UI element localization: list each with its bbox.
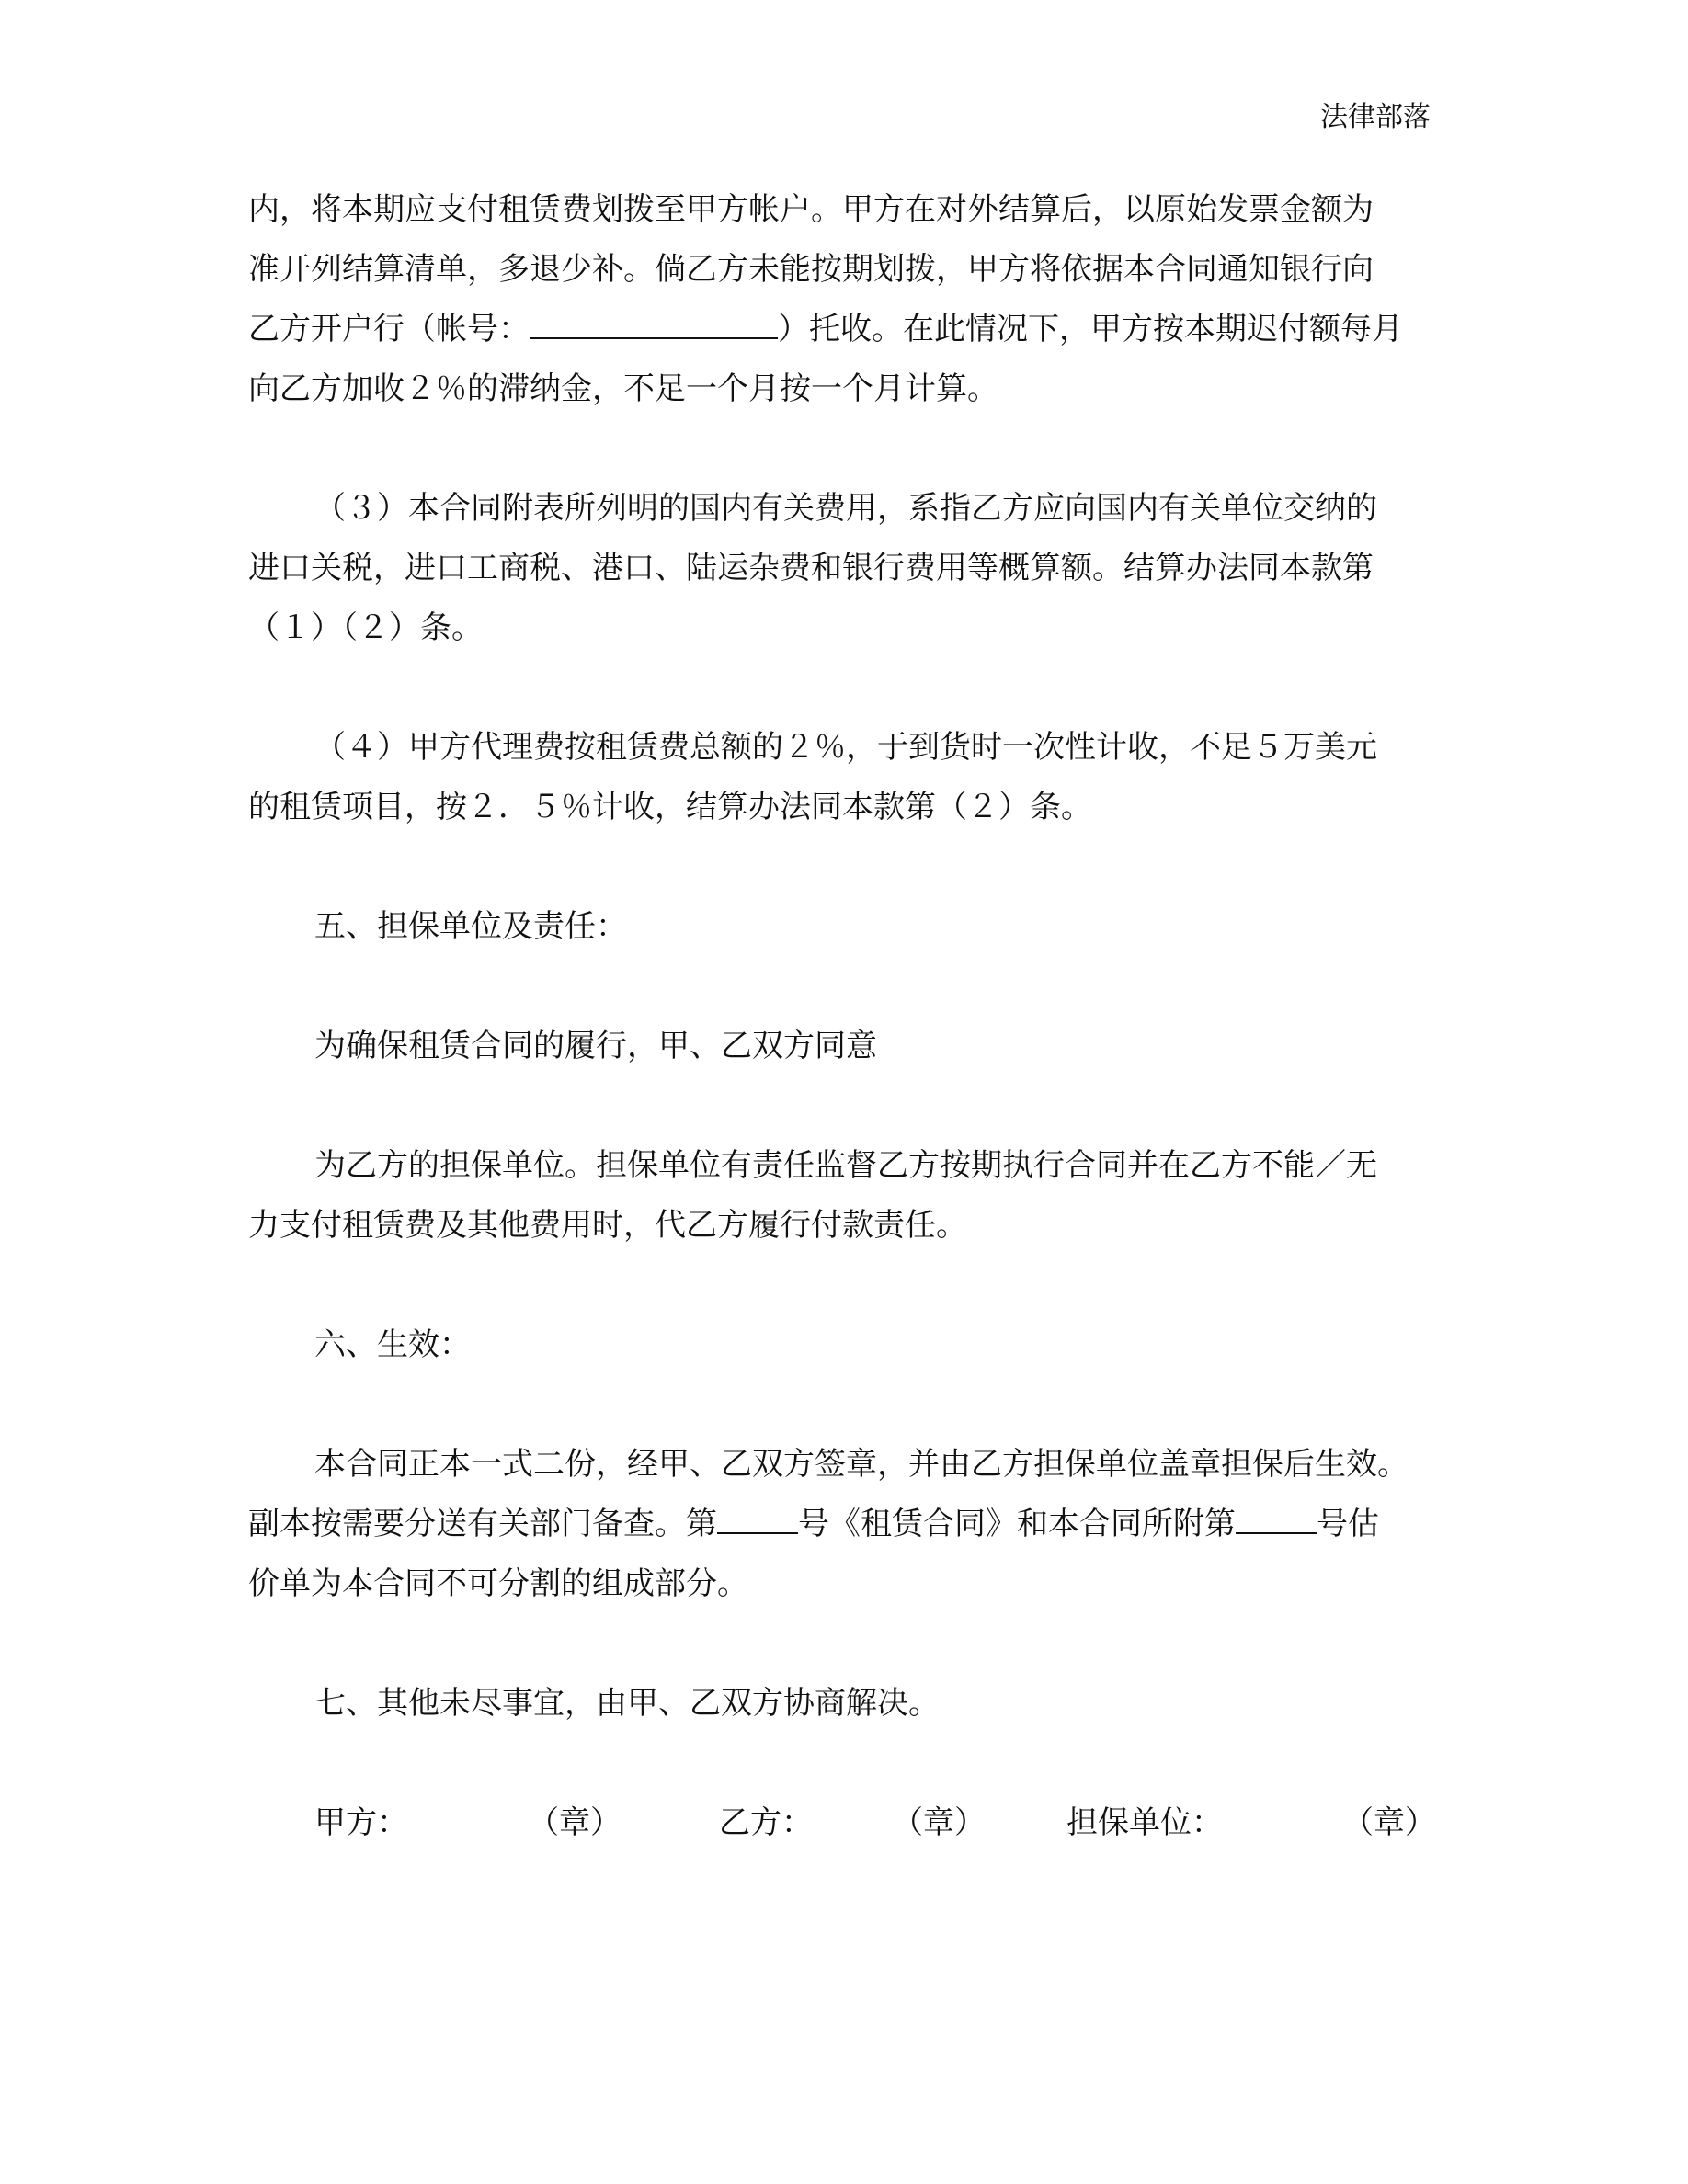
- text-line: （３）本合同附表所列明的国内有关费用，系指乙方应向国内有关单位交纳的: [314, 490, 1377, 527]
- text-line: 本合同正本一式二份，经甲、乙双方签章，并由乙方担保单位盖章担保后生效。: [314, 1446, 1409, 1483]
- text-line: 为乙方的担保单位。担保单位有责任监督乙方按期执行合同并在乙方不能／无: [314, 1147, 1377, 1184]
- section-6-text: [248, 1435, 1434, 1614]
- account-number-blank: [530, 310, 778, 339]
- party-b-seal: （章）: [892, 1804, 986, 1841]
- text-segment: 号《租赁合同》和本合同所附第: [798, 1506, 1236, 1542]
- text-segment: 副本按需要分送有关部门备查。第: [248, 1506, 717, 1542]
- text-line: 进口关税，进口工商税、港口、陆运杂费和银行费用等概算额。结算办法同本款第: [248, 550, 1374, 586]
- header-brand: 法律部落: [1320, 101, 1431, 133]
- text-line: 向乙方加收２％的滞纳金，不足一个月按一个月计算。: [248, 370, 998, 407]
- text-line: [248, 1495, 1434, 1554]
- section-6-heading: [248, 1315, 1434, 1375]
- party-a-label: 甲方：: [314, 1804, 408, 1841]
- text-segment: ）托收。在此情况下，甲方按本期迟付额每月: [778, 311, 1403, 347]
- text-line: 力支付租赁费及其他费用时，代乙方履行付款责任。: [248, 1207, 967, 1244]
- clause-4: [248, 718, 1434, 837]
- signature-row: [248, 1793, 1434, 1853]
- section-5-text-1: [248, 1017, 1434, 1076]
- section-5-text-2: [248, 1136, 1434, 1256]
- section-7: [248, 1674, 1434, 1734]
- section-5-heading: [248, 897, 1434, 957]
- text-line: 为确保租赁合同的履行，甲、乙双方同意: [314, 1028, 877, 1064]
- payment-clause-continuation: [248, 180, 1434, 419]
- text-line: [248, 300, 1434, 359]
- clause-3: [248, 479, 1434, 658]
- party-b-label: 乙方：: [719, 1804, 813, 1841]
- text-line: 准开列结算清单，多退少补。倘乙方未能按期划拨，甲方将依据本合同通知银行向: [248, 251, 1374, 288]
- guarantor-label: 担保单位：: [1066, 1804, 1223, 1841]
- text-line: （４）甲方代理费按租赁费总额的２％，于到货时一次性计收，不足５万美元: [314, 729, 1377, 766]
- text-segment: 乙方开户行（帐号：: [248, 311, 530, 347]
- contract-number-blank: [717, 1505, 798, 1534]
- section-heading: 六、生效：: [314, 1326, 471, 1363]
- guarantor-seal: （章）: [1342, 1804, 1436, 1841]
- text-segment: 号估: [1317, 1506, 1379, 1542]
- document-body: [248, 180, 1434, 1853]
- text-line: 价单为本合同不可分割的组成部分。: [248, 1565, 748, 1602]
- text-line: 的租赁项目，按２．５％计收，结算办法同本款第（２）条。: [248, 789, 1092, 825]
- estimate-number-blank: [1236, 1505, 1317, 1534]
- party-a-seal: （章）: [528, 1804, 622, 1841]
- text-line: （１）（２）条。: [248, 609, 483, 646]
- text-line: 内，将本期应支付租赁费划拨至甲方帐户。甲方在对外结算后，以原始发票金额为: [248, 191, 1374, 228]
- text-line: 七、其他未尽事宜，由甲、乙双方协商解决。: [314, 1685, 940, 1722]
- section-heading: 五、担保单位及责任：: [314, 908, 627, 945]
